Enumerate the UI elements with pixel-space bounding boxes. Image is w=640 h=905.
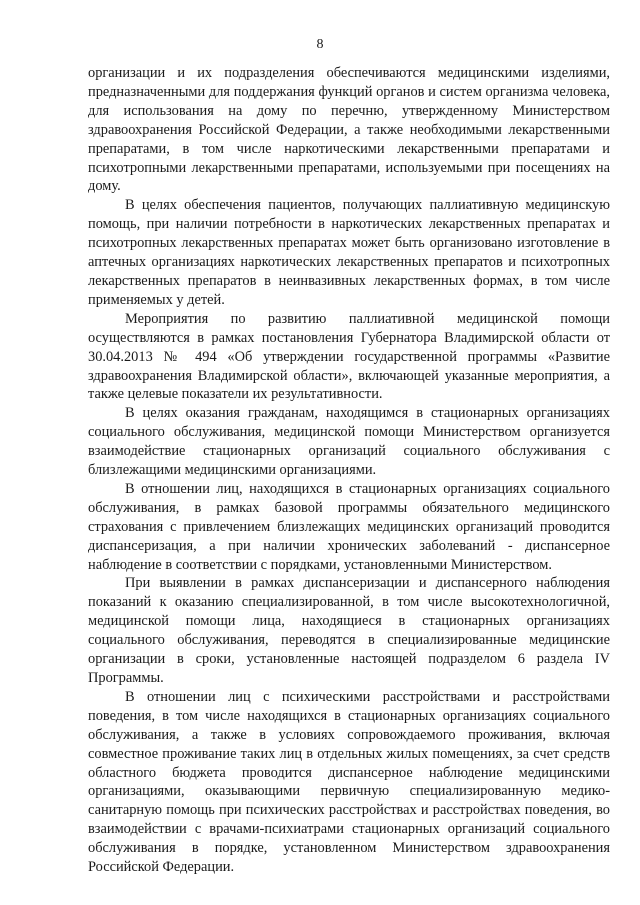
paragraph-dispensary-examination: В отношении лиц, находящихся в стационарных организациях социального обслуживания, в рамках базовой программы обязательного медицинского страхования с привлечением близлежащих медицинских организаций проводится диспансеризация, а при наличии хронических заболеваний - диспансерное наблюдение в соответствии с порядками, установленными Министерством.: [88, 480, 610, 573]
paragraph-continuation: организации и их подразделения обеспечиваются медицинскими изделиями, предназначенными для поддержания функций органов и систем организма человека, для использования на дому по перечню, утвержденному Министерством здравоохранения Российской Федерации, а также необходимыми лекарственными препаратами, в том числе наркотическими лекарственными препаратами и психотропными лекарственными препаратами, используемыми при посещениях на дому.: [88, 65, 610, 195]
paragraph-social-organizations: В целях оказания гражданам, находящимся в стационарных организациях социального обслуживания, медицинской помощи Министерством организуется взаимодействие стационарных организаций социального обслуживания с близлежащими медицинскими организациями.: [88, 405, 610, 479]
paragraph-mental-disorders: В отношении лиц с психическими расстройствами и расстройствами поведения, в том числе находящихся в стационарных организациях социального обслуживания, а также в условиях сопровождаемого проживания, включая совместное проживание таких лиц в отдельных жилых помещениях, за счет средств областного бюджета проводится диспансерное наблюдение медицинскими организациями, оказывающими первичную специализированную медико-санитарную помощь при психических расстройствах и расстройствах поведения, во взаимодействии с врачами-психиатрами стационарных организаций социального обслуживания в порядке, установленном Министерством здравоохранения Российской Федерации.: [88, 688, 610, 876]
paragraph-specialized-care: При выявлении в рамках диспансеризации и диспансерного наблюдения показаний к оказанию специализированной, в том числе высокотехнологичной, медицинской помощи лица, находящиеся в стационарных организациях социального обслуживания, переводятся в специализированные медицинские организации в сроки, установленные настоящей подразделом 6 раздела IV Программы.: [88, 575, 610, 686]
paragraph-palliative-program: Мероприятия по развитию паллиативной медицинской помощи осуществляются в рамках постановления Губернатора Владимирской области от 30.04.2013 № 494 «Об утверждении государственной программы «Развитие здравоохранения Владимирской области», включающей указанные мероприятия, а также целевые показатели их результативности.: [88, 310, 610, 403]
paragraph-narcotic-preparations: В целях обеспечения пациентов, получающих паллиативную медицинскую помощь, при наличии потребности в наркотических лекарственных препаратах и психотропных лекарственных препаратах может быть организовано изготовление в аптечных организациях наркотических лекарственных препаратов и психотропных лекарственных препаратов в неинвазивных лекарственных формах, в том числе применяемых у детей.: [88, 197, 610, 308]
page-number: 8: [316, 37, 324, 52]
document-body: [88, 64, 610, 877]
